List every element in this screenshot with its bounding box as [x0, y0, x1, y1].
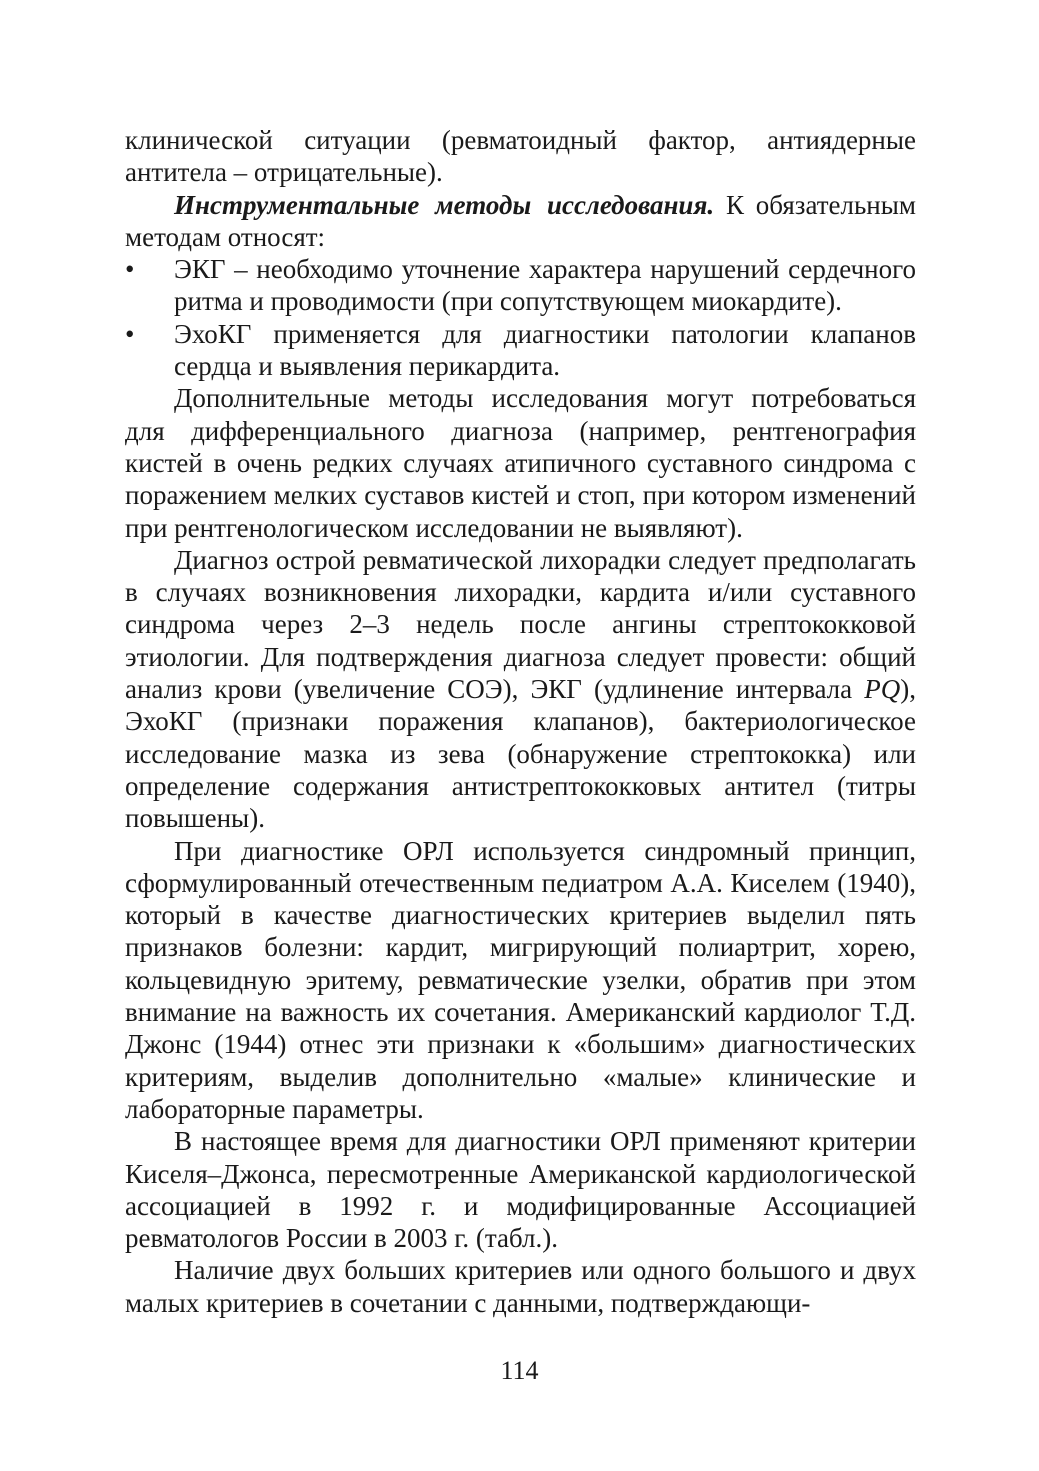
list-item-text: ЭКГ – необходимо уточнение характера нарушений сердечного ритма и проводимости (при сопутствующем миокардите).: [174, 254, 916, 317]
section-lead-heading: Инструментальные методы исследования.: [174, 189, 715, 220]
list-item-text: ЭхоКГ применяется для диагностики патологии клапанов сердца и выявления перикардита.: [174, 318, 916, 382]
bullet-list: [125, 253, 916, 382]
paragraph-instrumental-methods: [125, 189, 916, 254]
section-lead-text: К обязательным методам относят:: [125, 189, 916, 252]
paragraph-continuation: клинической ситуации (ревматоидный фактор, антиядерные антитела – отрицательные).: [125, 125, 916, 188]
paragraph-criteria-presence: Наличие двух больших критериев или одного большого и двух малых критериев в сочетании с данными, подтверждающи-: [125, 1255, 916, 1318]
paragraph-criteria: В настоящее время для диагностики ОРЛ применяют критерии Киселя–Джонса, пересмотренные Американской кардиологической ассоциацией в 1992 г. и модифицированные Ассоциацией ревматологов России в 2003 г. (табл.).: [125, 1126, 916, 1254]
paragraph-syndrome-principle: При диагностике ОРЛ используется синдромный принцип, сформулированный отечественным педиатром А.А. Киселем (1940), который в качестве диагностических критериев выделил пять признаков болезни: кардит, мигрирующий полиартрит, хорею, кольцевидную эритему, ревматические узелки, обратив при этом внимание на важность их сочетания. Американский кардиолог Т.Д. Джонс (1944) отнес эти признаки к «большим» диагностических критериям, выделив дополнительно «малые» клинические и лабораторные параметры.: [125, 835, 916, 1124]
paragraph-diagnosis: [125, 544, 916, 835]
list-item: [125, 318, 916, 383]
paragraph-diagnosis-part-a: Диагноз острой ревматической лихорадки следует предполагать в случаях возникновения лихорадки, кардита и/или суставного синдрома через 2–3 недель после ангины стрептококковой этиологии. Для подтверждения диагноза следует провести: общий анализ крови (увеличение СОЭ), ЭКГ (удлинение интервала: [125, 544, 916, 705]
page-number: 114: [500, 1356, 539, 1385]
bullet-icon: •: [125, 318, 135, 349]
list-item: [125, 253, 916, 318]
page-body: [125, 124, 916, 1319]
paragraph-diagnosis-part-b: ), ЭхоКГ (признаки поражения клапанов), бактериологическое исследование мазка из зева (обнаружение стрептококка) или определение содержания антистрептококковых антител (титры повышены).: [125, 674, 916, 834]
paragraph-additional-methods: Дополнительные методы исследования могут потребоваться для дифференциального диагноза (например, рентгенография кистей в очень редких случаях атипичного суставного синдрома с поражением мелких суставов кистей и стоп, при котором изменений при рентгенологическом исследовании не выявляют).: [125, 383, 916, 543]
bullet-icon: •: [125, 254, 135, 285]
pq-interval-term: PQ: [864, 674, 901, 705]
